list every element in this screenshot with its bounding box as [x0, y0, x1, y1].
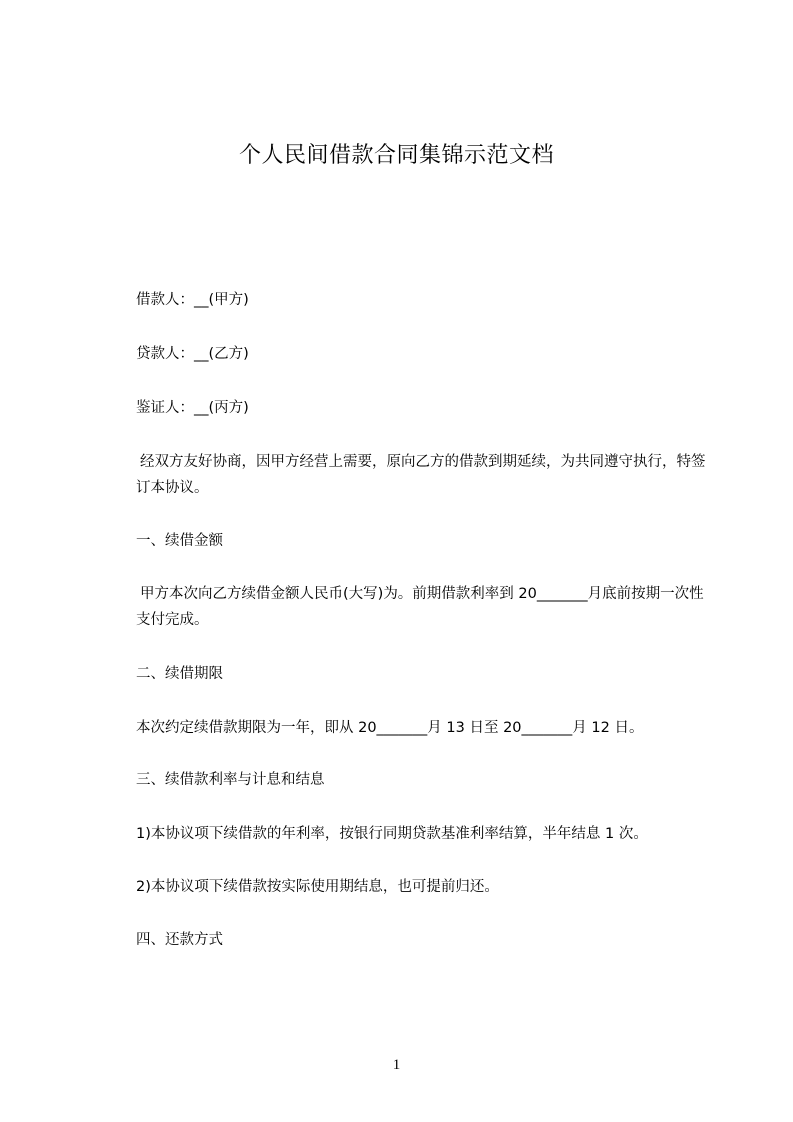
section-4-heading: 四、还款方式: [136, 932, 223, 948]
section-3-heading: 三、续借款利率与计息和结息: [136, 772, 325, 788]
page-number: 1: [392, 1057, 401, 1073]
lender-line: 贷款人：__(乙方): [136, 346, 249, 362]
section-2-heading: 二、续借期限: [136, 666, 223, 682]
section-1-body: 甲方本次向乙方续借金额人民币(大写)为。前期借款利率到 20_______月底前按期一次性支付完成。: [136, 586, 704, 628]
intro-paragraph: 经双方友好协商，因甲方经营上需要，原向乙方的借款到期延续，为共同遵守执行，特签订本协议。: [136, 454, 706, 496]
section-2-body: 本次约定续借款期限为一年，即从 20_______月 13 日至 20_______月 12 日。: [136, 720, 644, 736]
document-title: 个人民间借款合同集锦示范文档: [238, 143, 554, 168]
section-3-item-1: 1)本协议项下续借款的年利率，按银行同期贷款基准利率结算，半年结息 1 次。: [136, 826, 648, 842]
section-1-heading: 一、续借金额: [136, 533, 223, 549]
section-3-item-2: 2)本协议项下续借款按实际使用期结息，也可提前归还。: [136, 879, 499, 895]
witness-line: 鉴证人：__(丙方): [136, 400, 249, 416]
borrower-line: 借款人：__(甲方): [136, 292, 249, 308]
